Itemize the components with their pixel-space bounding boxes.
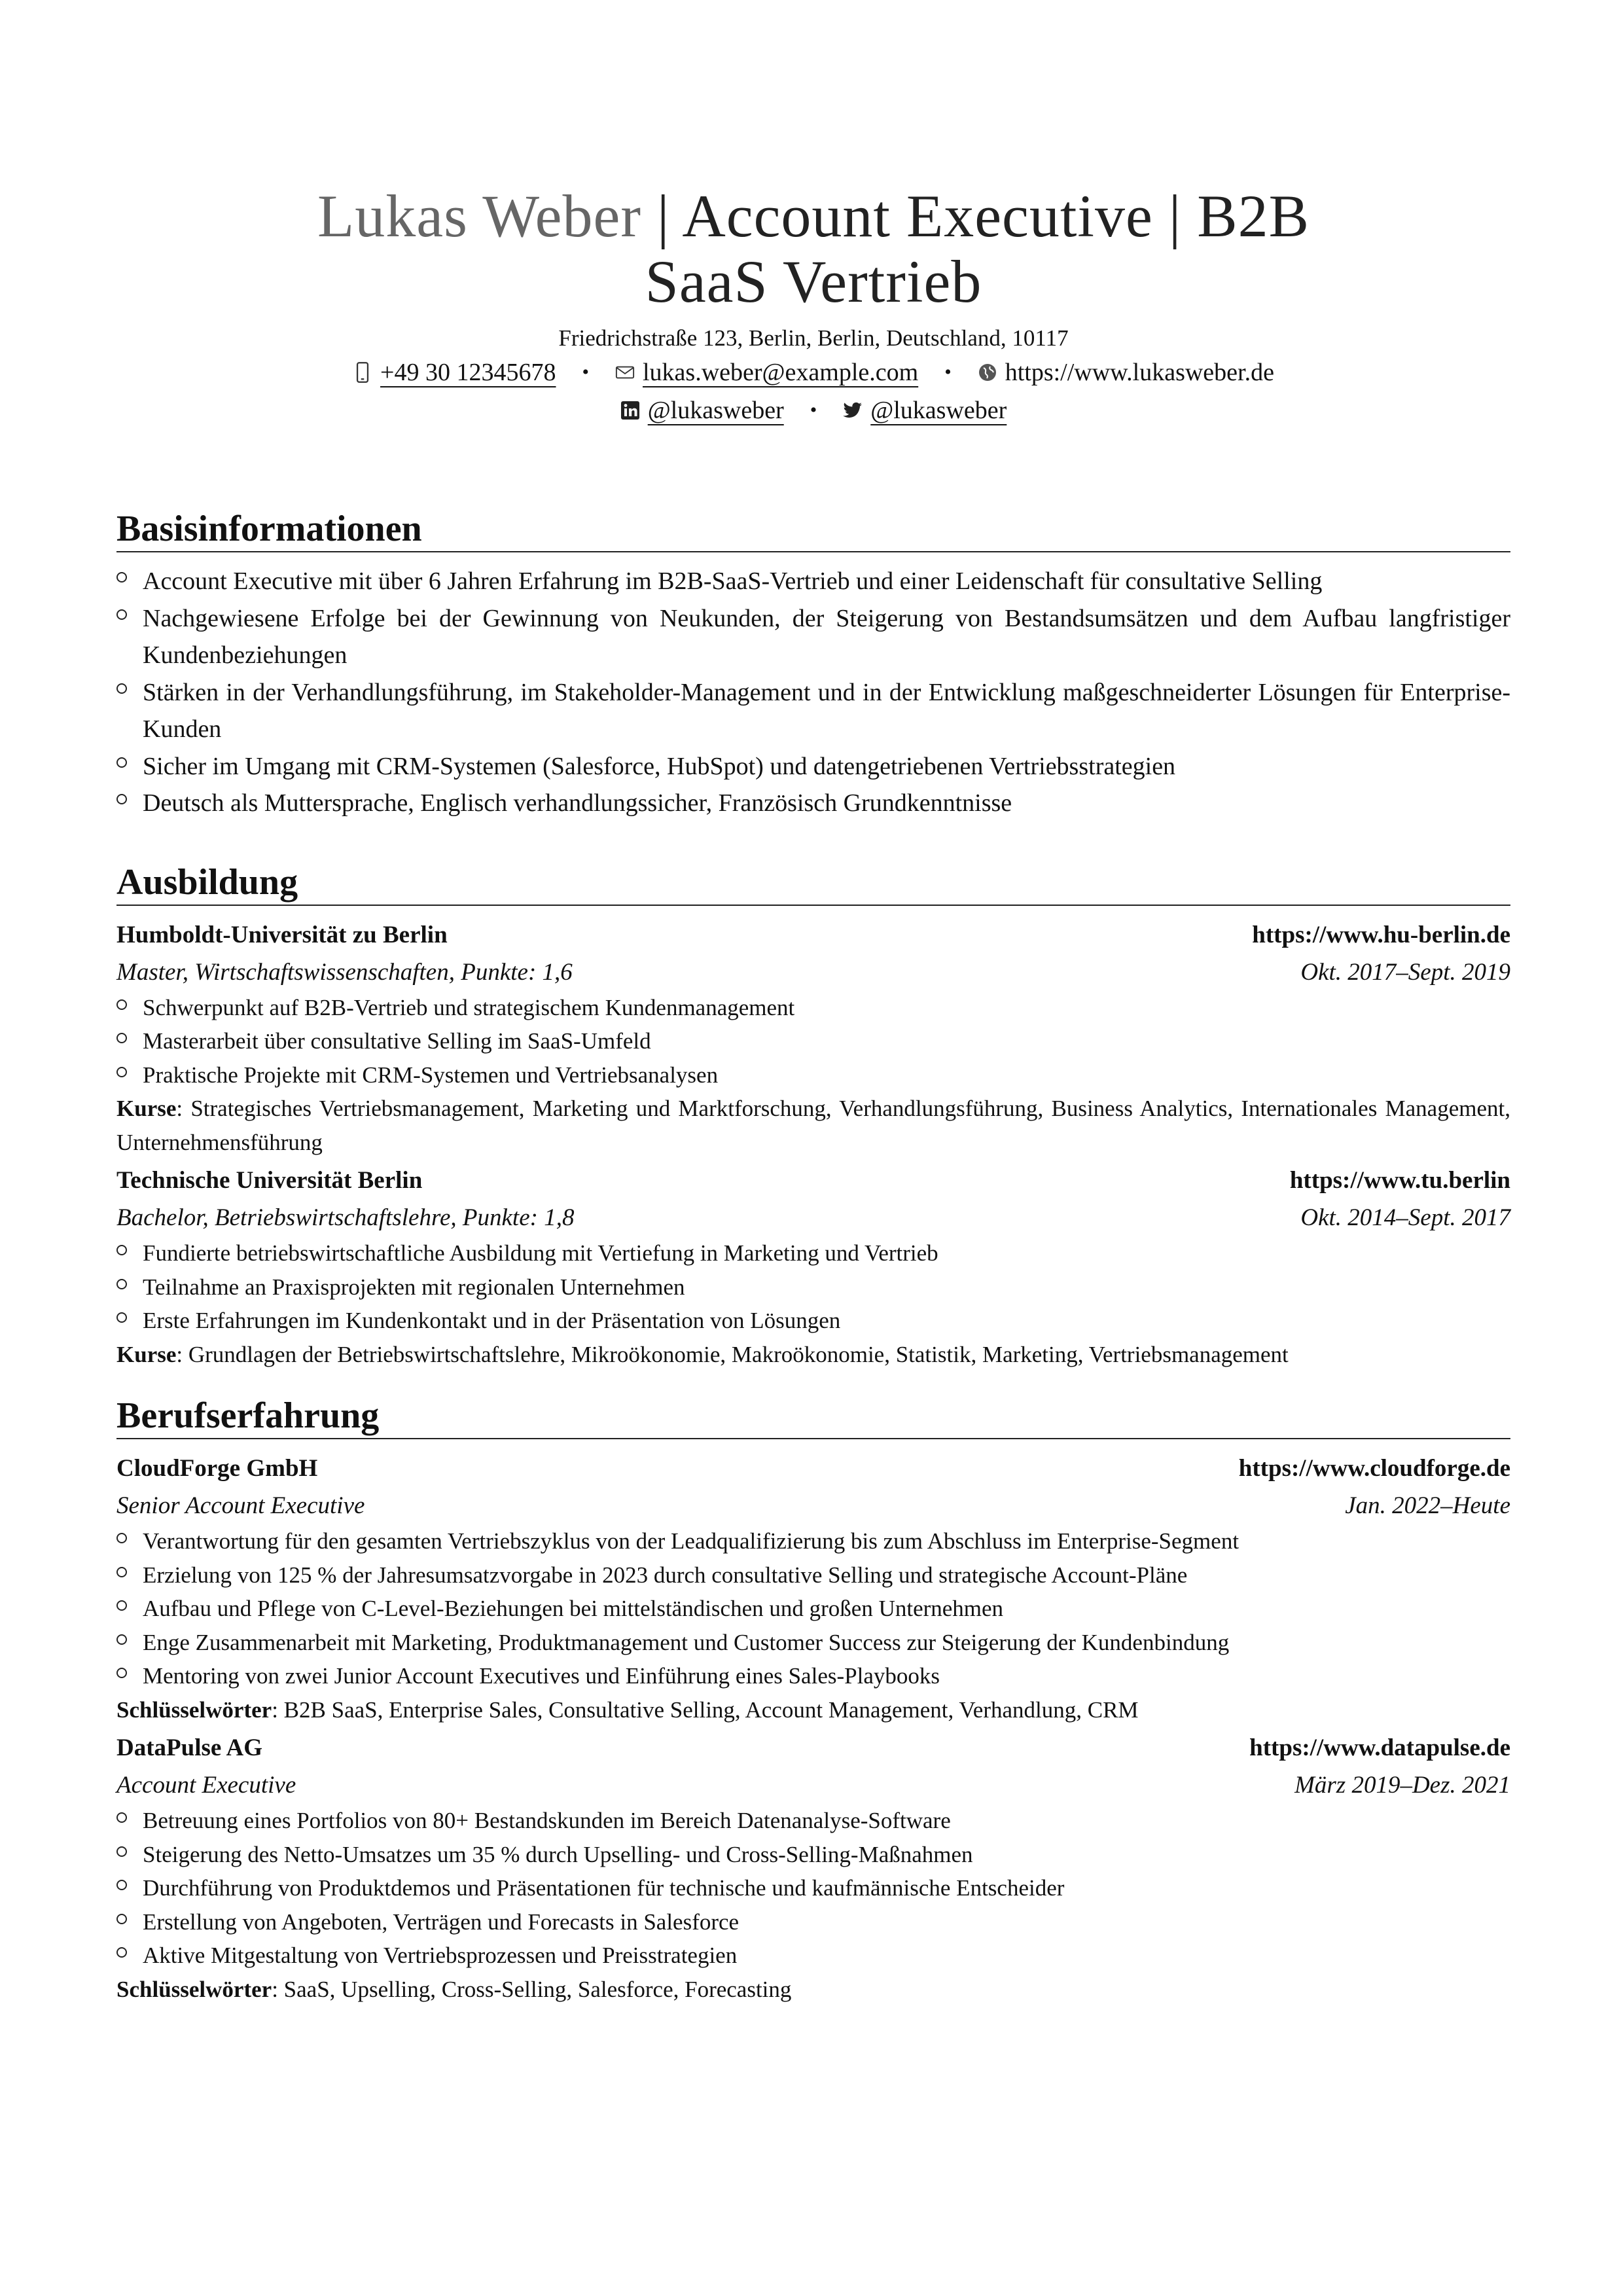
summary-section [116,508,1510,822]
list-item: Erste Erfahrungen im Kundenkontakt und in der Präsentation von Lösungen [116,1304,1510,1338]
list-item: Erzielung von 125 % der Jahresumsatzvorgabe in 2023 durch consultative Selling und strategische Account-Pläne [116,1558,1510,1592]
experience-entry [116,1450,1510,1727]
date-range: Okt. 2014–Sept. 2017 [1300,1204,1510,1231]
contact-row-social [116,391,1510,429]
courses-line [116,1338,1510,1372]
list-item: Enge Zusammenarbeit mit Marketing, Produktmanagement und Customer Success zur Steigerung der Kundenbindung [116,1626,1510,1660]
bullet-icon [116,572,127,583]
list-item: Fundierte betriebswirtschaftliche Ausbildung mit Vertiefung in Marketing und Vertrieb [116,1236,1510,1270]
job-title-line2: SaaS Vertrieb [645,248,982,315]
twitter-link[interactable]: @lukasweber [870,397,1007,424]
courses-text: : Grundlagen der Betriebswirtschaftslehre, Mikroökonomie, Makroökonomie, Statistik, Marketing, Vertriebsmanagement [176,1341,1289,1367]
list-item: Betreuung eines Portfolios von 80+ Bestandskunden im Bereich Datenanalyse-Software [116,1804,1510,1838]
list-item: Steigerung des Netto-Umsatzes um 35 % durch Upselling- und Cross-Selling-Maßnahmen [116,1838,1510,1872]
detail-list [116,1236,1510,1338]
bullet-icon [116,1668,127,1678]
bullet-icon [116,1812,127,1823]
phone-contact[interactable] [353,353,556,391]
bullet-icon [116,1245,127,1255]
company-link[interactable]: https://www.cloudforge.de [1238,1455,1510,1482]
date-range: März 2019–Dez. 2021 [1294,1772,1510,1799]
courses-line [116,1092,1510,1159]
bullet-icon [116,1312,127,1323]
experience-entry [116,1729,1510,2006]
website-link[interactable]: https://www.lukasweber.de [1005,359,1274,386]
list-item: Schwerpunkt auf B2B-Vertrieb und strategischem Kundenmanagement [116,991,1510,1025]
courses-label: Kurse [116,1096,177,1121]
courses-label: Kurse [116,1341,177,1367]
list-item: Mentoring von zwei Junior Account Executives und Einführung eines Sales-Playbooks [116,1659,1510,1693]
bullet-icon [116,1846,127,1857]
bullet-icon [116,1533,127,1543]
keywords-line [116,1693,1510,1727]
section-title: Basisinformationen [116,508,1510,552]
bullet-icon [116,1600,127,1611]
institution-link[interactable]: https://www.tu.berlin [1289,1167,1510,1194]
company-name: DataPulse AG [116,1734,263,1761]
twitter-contact[interactable] [843,391,1007,429]
separator: • [810,399,817,421]
mobile-phone-icon [353,361,372,384]
institution-name: Humboldt-Universität zu Berlin [116,921,448,948]
date-range: Okt. 2017–Sept. 2019 [1300,958,1510,986]
list-item: Verantwortung für den gesamten Vertriebszyklus von der Leadqualifizierung bis zum Abschluss im Enterprise-Segment [116,1524,1510,1558]
bullet-icon [116,1634,127,1645]
list-item: Teilnahme an Praxisprojekten mit regionalen Unternehmen [116,1270,1510,1304]
phone-link[interactable]: +49 30 12345678 [380,359,556,386]
bullet-icon [116,609,127,620]
list-item: Account Executive mit über 6 Jahren Erfahrung im B2B-SaaS-Vertrieb und einer Leidenschaft für consultative Selling [116,563,1510,600]
education-section [116,861,1510,1372]
experience-section [116,1395,1510,2006]
list-item: Praktische Projekte mit CRM-Systemen und Vertriebsanalysen [116,1058,1510,1092]
position-title: Senior Account Executive [116,1492,365,1519]
summary-list [116,563,1510,822]
section-title: Ausbildung [116,861,1510,906]
company-name: CloudForge GmbH [116,1455,318,1482]
linkedin-contact[interactable] [620,391,784,429]
detail-list [116,991,1510,1092]
date-range: Jan. 2022–Heute [1345,1492,1510,1519]
page-title [116,183,1510,314]
institution-link[interactable]: https://www.hu-berlin.de [1252,921,1510,948]
keywords-text: : SaaS, Upselling, Cross-Selling, Salesforce, Forecasting [272,1976,792,2002]
email-link[interactable]: lukas.weber@example.com [643,359,919,386]
list-item: Sicher im Umgang mit CRM-Systemen (Salesforce, HubSpot) und datengetriebenen Vertriebsstrategien [116,748,1510,785]
bullet-icon [116,1947,127,1958]
globe-icon [978,361,997,384]
separator: • [944,361,952,383]
institution-name: Technische Universität Berlin [116,1167,423,1194]
list-item: Masterarbeit über consultative Selling im SaaS-Umfeld [116,1024,1510,1058]
education-entry [116,916,1510,1160]
bullet-icon [116,1067,127,1077]
address: Friedrichstraße 123, Berlin, Berlin, Deutschland, 10117 [558,325,1069,351]
candidate-name: Lukas Weber [317,183,641,249]
resume-page [116,183,1510,2006]
education-entry [116,1162,1510,1371]
keywords-text: : B2B SaaS, Enterprise Sales, Consultative Selling, Account Management, Verhandlung, CRM [272,1696,1139,1723]
section-title: Berufserfahrung [116,1395,1510,1439]
twitter-icon [843,399,863,422]
bullet-icon [116,1033,127,1043]
list-item: Stärken in der Verhandlungsführung, im Stakeholder-Management und in der Entwicklung maßgeschneiderter Lösungen für Enterprise-Kunden [116,674,1510,748]
list-item: Aufbau und Pflege von C-Level-Beziehungen bei mittelständischen und großen Unternehmen [116,1592,1510,1626]
position-title: Account Executive [116,1772,296,1799]
list-item: Durchführung von Produktdemos und Präsentationen für technische und kaufmännische Entscheider [116,1871,1510,1905]
bullet-icon [116,1880,127,1890]
list-item: Nachgewiesene Erfolge bei der Gewinnung von Neukunden, der Steigerung von Bestandsumsätzen und dem Aufbau langfristiger Kundenbeziehungen [116,600,1510,674]
keywords-line [116,1973,1510,2007]
bullet-icon [116,1914,127,1924]
degree: Master, Wirtschaftswissenschaften, Punkte: 1,6 [116,958,573,986]
contact-row-primary [116,353,1510,391]
detail-list [116,1524,1510,1693]
website-contact[interactable] [978,353,1274,391]
list-item: Deutsch als Muttersprache, Englisch verhandlungssicher, Französisch Grundkenntnisse [116,785,1510,822]
separator: • [582,361,589,383]
linkedin-link[interactable]: @lukasweber [647,397,784,424]
envelope-icon [615,361,635,384]
keywords-label: Schlüsselwörter [116,1976,272,2002]
company-link[interactable]: https://www.datapulse.de [1249,1734,1510,1761]
bullet-icon [116,999,127,1010]
degree: Bachelor, Betriebswirtschaftslehre, Punkte: 1,8 [116,1204,575,1231]
bullet-icon [116,1567,127,1577]
list-item: Aktive Mitgestaltung von Vertriebsprozessen und Preisstrategien [116,1939,1510,1973]
bullet-icon [116,757,127,768]
bullet-icon [116,794,127,804]
bullet-icon [116,1279,127,1289]
list-item: Erstellung von Angeboten, Verträgen und Forecasts in Salesforce [116,1905,1510,1939]
linkedin-icon [620,399,640,422]
resume-header [116,183,1510,429]
keywords-label: Schlüsselwörter [116,1696,272,1723]
email-contact[interactable] [615,353,918,391]
job-title: | Account Executive | B2B [641,183,1310,249]
courses-text: : Strategisches Vertriebsmanagement, Marketing und Marktforschung, Verhandlungsführung, Business Analytics, Internationales Management, Unternehmensführung [116,1096,1510,1155]
detail-list [116,1804,1510,1973]
bullet-icon [116,683,127,694]
